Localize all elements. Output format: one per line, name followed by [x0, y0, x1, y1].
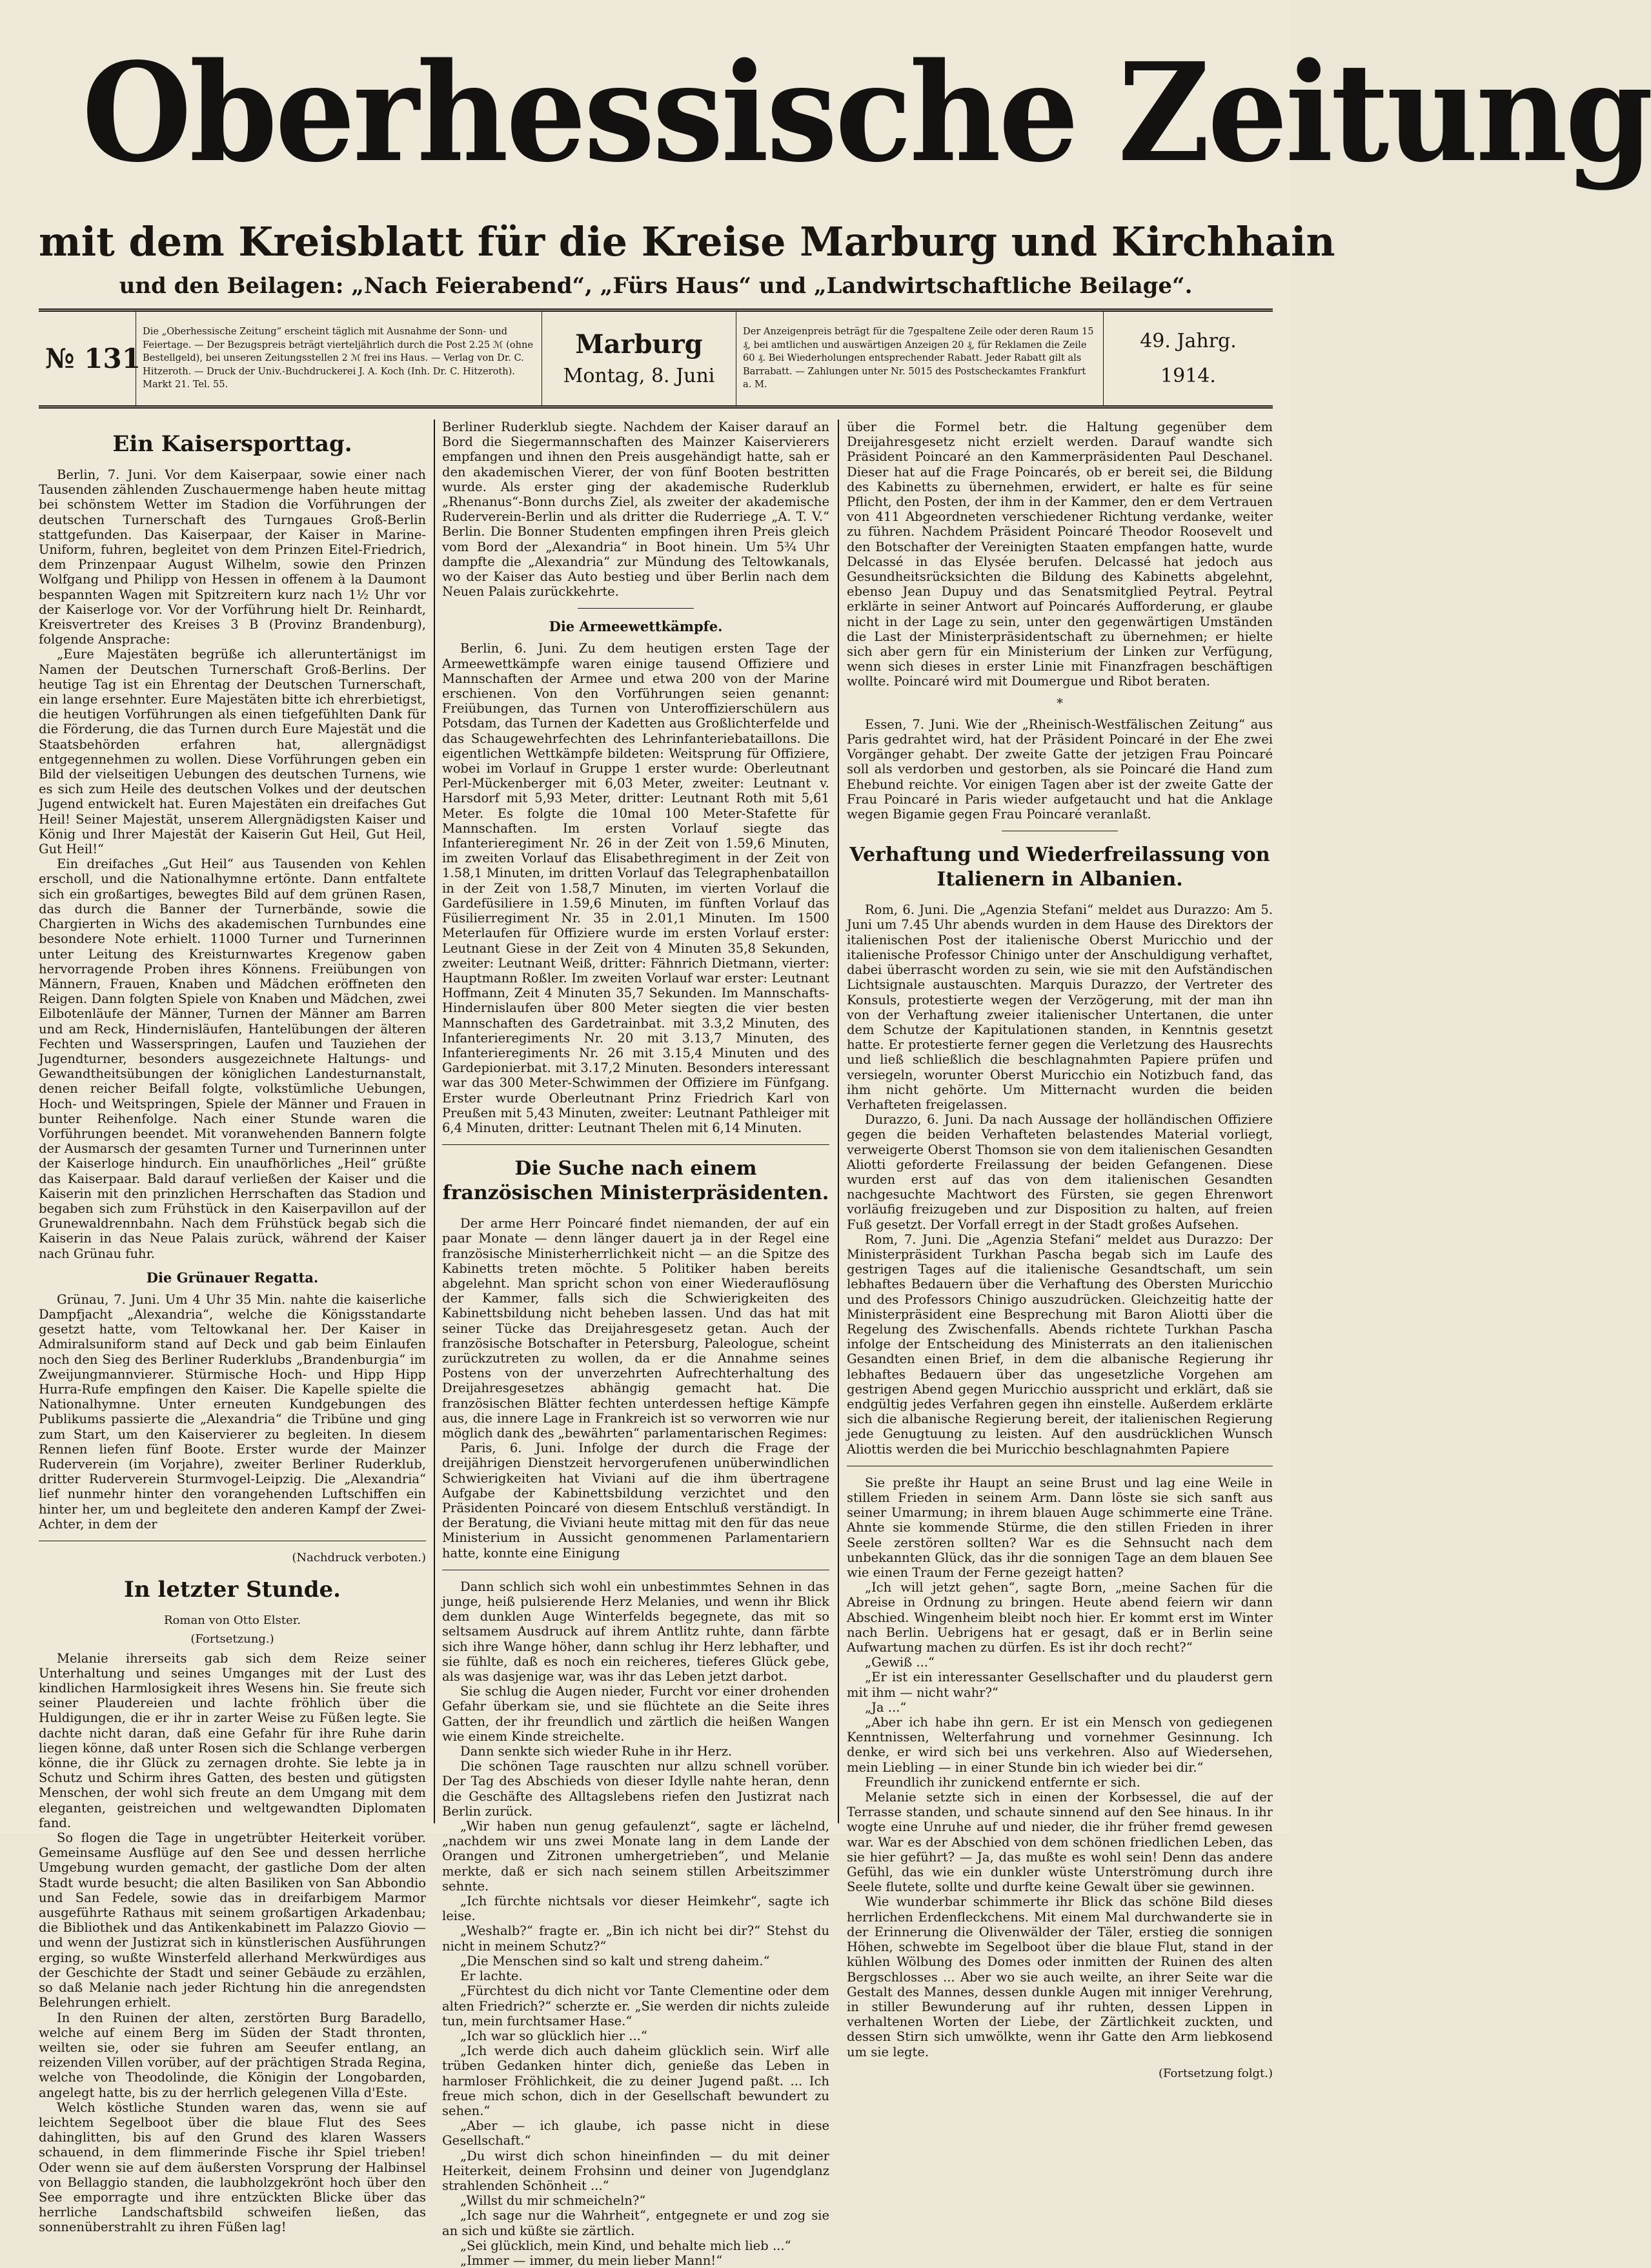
year-label: 1914.: [1160, 364, 1216, 387]
story-paragraph: Freundlich ihr zunickend entfernte er sich.: [865, 1774, 1140, 1790]
story-paragraph: „Wir haben nun genug gefaulenzt“, sagte er lächelnd, „nachdem wir uns zwei Monate lang in dem Lande der Orangen und Zitronen umhergetrieben“, und Melanie merkte, daß er sich nach seinem stillen Arbeitszimmer sehnte.: [442, 1819, 829, 1894]
paragraph-separator: *: [1057, 695, 1063, 711]
column-rule: [434, 420, 435, 1823]
story-paragraph: Er lachte.: [460, 1969, 523, 1984]
story-paragraph: „Aber ich habe ihn gern. Er ist ein Mensch von gediegenen Kenntnissen, Welterfahrung und vornehmer Gesinnung. Ich denke, er wird sich bei uns verkehren. Also auf Wiedersehen, mein Liebling — in einer Stunde bin ich wieder bei dir.“: [847, 1715, 1273, 1775]
story-paragraph: Dann senkte sich wieder Ruhe in ihr Herz.: [460, 1744, 733, 1759]
volume-block: [1104, 312, 1273, 405]
article-paragraph: Paris, 6. Juni. Infolge der durch die Frage der dreijährigen Dienstzeit hervorgerufenen unüberwindlichen Schwierigkeiten hat Viviani auf die ihm übertragene Aufgabe der Kabinettsbildung verzichtet und den Präsidenten Poincaré von diesem Entschluß verständigt. In der Beratung, die Viviani heute mittag mit den für das neue Ministerium in Aussicht genommenen Parlamentariern hatte, konnte eine Einigung: [442, 1441, 829, 1561]
feuilleton-author: Roman von Otto Elster.: [164, 1614, 301, 1628]
column-rule: [838, 420, 839, 1823]
continuation-note: (Fortsetzung folgt.): [1159, 2066, 1273, 2080]
masthead-supplements: und den Beilagen: „Nach Feierabend“, „Fürs Haus“ und „Landwirtschaftliche Beilage“.: [119, 273, 1193, 299]
article-paragraph: In den Ruinen der alten, zerstörten Burg Baradello, welche auf einem Berg im Süden der Stadt thronten, weilten sie, oder sie fuhren am Seeufer entlang, an reizenden Villen vorüber, auf der prächtigen Strada Regina, welche von Theodolinde, die Königin der Longobarden, angelegt hatte, bis zu der herrlich gelegenen Villa d'Este.: [39, 2010, 426, 2100]
story-paragraph: „Immer — immer, du mein lieber Mann!“: [460, 2253, 723, 2268]
story-paragraph: „Ich war so glücklich hier ...“: [460, 2028, 647, 2043]
feuilleton-title: In letzter Stunde.: [123, 1577, 341, 1603]
feuilleton-continuation: (Fortsetzung.): [190, 1632, 274, 1646]
story-paragraph: „Die Menschen sind so kalt und streng daheim.“: [460, 1953, 770, 1969]
section-divider: [578, 608, 694, 609]
story-paragraph: „Ich fürchte nichtsals vor dieser Heimkehr“, sagte ich leise.: [442, 1894, 829, 1924]
article-paragraph: Rom, 6. Juni. Die „Agenzia Stefani“ meldet aus Durazzo: Am 5. Juni um 7.45 Uhr abends wurden in dem Hause des Direktors der italienischen Post der italienische Oberst Muricchio und der italienische Professor Chinigo unter der Anschuldigung verhaftet, dabei überrascht worden zu sein, wie sie mit den Aufständischen Lichtsignale austauschten. Marquis Durazzo, der Vertreter des Konsuls, protestierte wegen der Verzögerung, mit der man ihn von der Verhaftung zweier italienischer Untertanen, die unter dem Schutze der Kapitulationen standen, in Kenntnis gesetzt hatte. Er protestierte ferner gegen die Verletzung des Hausrechts und ließ schließlich die beschlagnahmten Papiere prüfen und versiegeln, worunter Oberst Muricchio ein Notizbuch fand, das ihm nicht gehörte. Um Mitternacht wurden die beiden Verhafteten freigelassen.: [847, 902, 1273, 1112]
volume-label: 49. Jahrg.: [1140, 329, 1237, 352]
story-paragraph: „Gewiß ...“: [865, 1655, 935, 1670]
ad-price-note: Der Anzeigenpreis beträgt für die 7gespaltene Zeile oder deren Raum 15 ₰, bei amtlichen und auswärtigen Anzeigen 20 ₰, für Reklamen die Zeile 60 ₰. Bei Wiederholungen entsprechender Rabatt. Jeder Rabatt gilt als Barrabatt. — Zahlungen unter Nr. 5015 des Postscheckamtes Frankfurt a. M.: [736, 312, 1104, 405]
article-headline: Verhaftung und Wiederfreilassung von Italienern in Albanien.: [849, 844, 1270, 891]
publisher-note: Die „Oberhessische Zeitung“ erscheint täglich mit Ausnahme der Sonn- und Feiertage. — Der Bezugspreis beträgt vierteljährlich durch die Post 2.25 ℳ (ohne Bestellgeld), bei unseren Zeitungsstellen 2 ℳ frei ins Haus. — Verlag von Dr. C. Hitzeroth. — Druck der Univ.-Buchdruckerei J. A. Koch (Inh. Dr. C. Hitzeroth). Markt 21. Tel. 55.: [136, 312, 542, 405]
story-paragraph: „Ich werde dich auch daheim glücklich sein. Wirf alle trüben Gedanken hinter dich, genieße das Leben in harmloser Fröhlichkeit, die zu deiner Jugend paßt. ... Ich freue mich schon, dich in der Gesellschaft bewundert zu sehen.“: [442, 2043, 829, 2118]
story-paragraph: „Er ist ein interessanter Gesellschafter und du plauderst gern mit ihm — nicht wahr?“: [847, 1670, 1273, 1700]
story-paragraph: „Fürchtest du dich nicht vor Tante Clementine oder dem alten Friedrich?“ scherzte er. „Sie werden dir nichts zuleide tun, mein furchtsamer Hase.“: [442, 1983, 829, 2029]
section-divider: [442, 1144, 829, 1145]
issue-number: № 131: [45, 343, 141, 374]
article-paragraph: So flogen die Tage in ungetrübter Heiterkeit vorüber. Gemeinsame Ausflüge auf den See und dessen herrliche Umgebung wurden gemacht, der gastliche Dom der alten Stadt wurde besucht; die alten Basiliken von San Abbondio und San Fedele, sowie das in dreifarbigem Marmor ausgeführte Rathaus mit seinem großartigen Arkadenbau; die Bibliothek und das Antikenkabinett im Palazzo Giovio — und wenn der Justizrat sich in künstlerischen Ausführungen erging, so wußte Winsterfeld allerhand Merkwürdiges aus der Geschichte der Stadt und seiner Gebäude zu erzählen, so daß Melanie nach jeder Richtung hin die anregendsten Belehrungen erhielt.: [39, 1830, 426, 2010]
reprint-note: (Nachdruck verboten.): [292, 1551, 426, 1565]
article-paragraph: über die Formel betr. die Haltung gegenüber dem Dreijahresgesetz nicht erzielt werden. Darauf wandte sich Präsident Poincaré an den Kammerpräsidenten Paul Deschanel. Dieser hat auf die Frage Poincarés, ob er bereit sei, die Bildung des Kabinetts zu übernehmen, erwidert, er halte es für seine Pflicht, den Posten, der ihm in der Kammer, den er dem Vertrauen von 411 Abgeordneten verschiedener Richtung verdanke, weiter zu führen. Nachdem Präsident Poincaré Theodor Roosevelt und den Botschafter der Vereinigten Staaten empfangen hatte, wurde Delcassé in das Elysée berufen. Delcassé hat jedoch aus Gesundheitsrücksichten die Bildung des Kabinetts abgelehnt, ebenso Jean Dupuy und das Senatsmitglied Peytral. Peytral erklärte in seiner Antwort auf Poincarés Aufforderung, er glaube nicht in der Lage zu sein, unter den gegenwärtigen Umständen die Last der Ministerpräsidentschaft zu übernehmen; er hielte sich aber gern für ein Ministerium der Linken zur Verfügung, wenn sich dieses in erster Linie mit Finanzfragen beschäftigen wollte. Poincaré wird mit Doumergue und Ribot beraten.: [847, 420, 1273, 689]
article-paragraph: „Eure Majestäten begrüße ich alleruntertänigst im Namen der Deutschen Turnerschaft Groß-Berlins. Der heutige Tag ist ein Ehrentag der Deutschen Turnerschaft, ein lange ersehnter. Eure Majestäten bitte ich ehrerbietigst, die heutigen Vorführungen als einen tiefgefühlten Dank für die Förderung, die das Turnen durch Eure Majestät und die Staatsbehörden erfahren hat, allergnädigst entgegennehmen zu wollen. Diese Vorführungen geben ein Bild der vielseitigen Uebungen des deutschen Turnens, wie es sich zum Heile des deutschen Volkes und der deutschen Jugend entwickelt hat. Euren Majestäten ein dreifaches Gut Heil! Seiner Majestät, unserem Allergnädigsten Kaiser und König und Ihrer Majestät der Kaiserin Gut Heil, Gut Heil, Gut Heil!“: [39, 647, 426, 857]
story-paragraph: „Du wirst dich schon hineinfinden — du mit deiner Heiterkeit, deinem Frohsinn und deiner von Jugendglanz strahlenden Schönheit ...“: [442, 2148, 829, 2193]
dateline-city: Marburg: [575, 329, 703, 359]
article-headline: Die Suche nach einem französischen Ministerpräsidenten.: [442, 1157, 829, 1205]
info-bar: [39, 309, 1273, 409]
article-paragraph: Berliner Ruderklub siegte. Nachdem der Kaiser darauf an Bord die Siegermannschaften des Mainzer Kaiservierers empfangen und ihnen den Preis ausgehändigt hatte, sah er den akademischen Vierer, der von fünf Booten bestritten wurde. Als erster ging der akademische Ruderklub „Rhenanus“-Bonn durchs Ziel, als zweiter der akademische Ruderverein-Berlin und als dritter die Ruderriege „A. T. V.“ Berlin. Die Bonner Studenten empfingen ihren Preis gleich vom Bord der „Alexandria“ in Boot hinein. Um 5¾ Uhr dampfte die „Alexandria“ zur Mündung des Teltowkanals, wo der Kaiser das Auto bestieg und über Berlin nach dem Neuen Palais zurückkehrte.: [442, 420, 829, 600]
article-paragraph: Berlin, 6. Juni. Zu dem heutigen ersten Tage der Armeewettkämpfe waren einige tausend Offiziere und Mannschaften der Armee und etwa 200 von der Marine erschienen. Von den Vorführungen seien genannt: Freiübungen, das Turnen von Unteroffizierschülern aus Potsdam, das Turnen der Kadetten aus Großlichterfelde und das Schaugewehrfechten des Lehrinfanteriebataillons. Die eigentlichen Wettkämpfe bildeten: Weitsprung für Offiziere, wobei im Vorlauf in Gruppe 1 erster wurde: Oberleutnant Perl-Mückenberger mit 6,03 Meter, zweiter: Leutnant v. Harsdorf mit 5,93 Meter, dritter: Leutnant Roth mit 5,61 Meter. Es folgte die 10mal 100 Meter-Stafette für Mannschaften. Im ersten Vorlauf siegte das Infanterieregiment Nr. 26 in der Zeit von 1.59,6 Minuten, im zweiten Vorlauf das Elisabethregiment in der Zeit von 1.58,1 Minuten, im dritten Vorlauf das Telegraphenbataillon in der Zeit von 1.58,7 Minuten, im vierten Vorlauf die Gardefüsiliere in 1.59,6 Minuten, im fünften Vorlauf das Füsilierregiment Nr. 35 in 2.01,1 Minuten. Im 1500 Meterlaufen für Offiziere wurde im ersten Vorlauf erster: Leutnant Giese in der Zeit von 4 Minuten 35,8 Sekunden, zweiter: Leutnant Weiß, dritter: Fähnrich Dietmann, vierter: Hauptmann Roßler. Im zweiten Vorlauf war erster: Leutnant Hoffmann, Zeit 4 Minuten 35,7 Sekunden. Im Mannschafts-Hindernislaufen über 800 Meter siegten die vier besten Mannschaften des Gardetrainbat. mit 3.3,2 Minuten, des Infanterieregiments Nr. 20 mit 3.13,7 Minuten, des Infanterieregiments Nr. 26 mit 3.15,4 Minuten und des Gardepionierbat. mit 3.17,2 Minuten. Besonders interessant war das 300 Meter-Schwimmen der Offiziere im Fünfgang. Erster wurde Oberleutnant Prinz Friedrich Karl von Preußen mit 5,43 Minuten, zweiter: Leutnant Pathleiger mit 6,4 Minuten, dritter: Leutnant Thelen mit 6,14 Minuten.: [442, 641, 829, 1135]
story-paragraph: „Willst du mir schmeicheln?“: [460, 2193, 646, 2209]
story-paragraph: „Weshalb?“ fragte er. „Bin ich nicht bei dir?“ Stehst du nicht in meinem Schutz?“: [442, 1923, 829, 1954]
story-paragraph: „Ja ...“: [865, 1699, 907, 1715]
story-paragraph: Melanie setzte sich in einen der Korbsessel, die auf der Terrasse standen, und schaute sinnend auf den See hinaus. In ihr wogte eine Unruhe auf und nieder, die ihr früher fremd gewesen war. War es der Abschied von dem schönen friedlichen Leben, das sie hier geführt? — Ja, das mußte es wohl sein! Denn das andere Gefühl, das wie ein dunkler wüste Unterströmung durch ihre Seele flutete, sollte und durfte keine Gewalt über sie gewinnen.: [847, 1790, 1273, 1895]
article-paragraph: Welch köstliche Stunden waren das, wenn sie auf leichtem Segelboot über die blaue Flut des Sees dahinglitten, bis auf den Grund des klaren Wassers schauend, in dem flimmerinde Fische ihr Spiel trieben! Oder wenn sie auf dem äußersten Vorsprung der Halbinsel von Bellaggio standen, die laubholzgekrönt hoch über den See emporragte und ihre entzückten Blicke über das herrliche Landschaftsbild schweifen ließen, das sonnenüberstrahlt zu ihren Füßen lag!: [39, 2100, 426, 2235]
article-paragraph: Essen, 7. Juni. Wie der „Rheinisch-Westfälischen Zeitung“ aus Paris gedrahtet wird, hat der Präsident Poincaré in der Ehe zwei Vorgänger gehabt. Der zweite Gatte der jetzigen Frau Poincaré soll als verdorben und gestorben, als sie Poincaré die Hand zum Ehebund reichte. Vor einigen Tagen aber ist der zweite Gatte der Frau Poincaré in Paris wieder aufgetaucht und hat die Anklage wegen Bigamie gegen Frau Poincaré veranlaßt.: [847, 716, 1273, 822]
masthead-title: Oberhessische Zeitung: [81, 33, 1651, 192]
story-paragraph: „Ich sage nur die Wahrheit“, entgegnete er und zog sie an sich und küßte sie zärtlich.: [442, 2208, 829, 2238]
story-paragraph: „Sei glücklich, mein Kind, und behalte mich lieb ...“: [460, 2238, 791, 2253]
article-headline: Ein Kaisersporttag.: [112, 431, 352, 457]
article-subheading: Die Grünauer Regatta.: [146, 1269, 319, 1286]
story-paragraph: Sie preßte ihr Haupt an seine Brust und lag eine Weile in stillem Frieden in seinem Arm. Dann löste sie sich sanft aus seiner Umarmung; in ihrem blauen Auge schimmerte eine Träne. Ahnte sie kommende Stürme, die den stillen Frieden in ihrer Seele zerstören sollten? War es die Sehnsucht nach dem unbekannten Glück, das ihr die sonnigen Tage an dem blauen See wie einen Traum der Ferne gezeigt hatten?: [847, 1475, 1273, 1581]
story-paragraph: Wie wunderbar schimmerte ihr Blick das schöne Bild dieses herrlichen Erdenfleckchens. Mit einem Mal durchwanderte sie in der Erinnerung die Olivenwälder der Täler, erstieg die sonnigen Höhen, schwebte im Segelboot über die blaue Flut, stand in der kühlen Wölbung des Domes oder inmitten der Ruinen des alten Bergschlosses ... Aber wo sie auch weilte, an ihrer Seite war die Gestalt des Mannes, dessen dunkle Augen mit inniger Verehrung, in stiller Bewunderung auf ihr ruhten, dessen Lippen in verhaltenen Worten der Liebe, der Zärtlichkeit zuckten, und dessen Stirn sich umwölkte, wenn ihr Gatte den Arm liebkosend um sie legte.: [847, 1894, 1273, 2060]
dateline-date: Montag, 8. Juni: [563, 364, 715, 387]
story-paragraph: „Ich will jetzt gehen“, sagte Born, „meine Sachen für die Abreise in Ordnung zu bringen. Heute abend feiern wir dann Abschied. Wingenheim bleibt noch hier. Er kommt erst im Winter nach Berlin. Uebrigens hat er gesagt, daß er in Berlin seine Aufwartung machen zu dürfen. Es ist ihr doch recht?“: [847, 1580, 1273, 1655]
article-paragraph: Durazzo, 6. Juni. Da nach Aussage der holländischen Offiziere gegen die beiden Verhafteten belastendes Material vorliegt, verweigerte Oberst Thomson sie von dem italienischen Gesandten Aliotti geforderte Freilassung der beiden Gefangenen. Diese wurden erst auf das von dem italienischen Gesandten nachgesuchte Machtwort des Fürsten, sie gegen Ehrenwort vorläufig freizugeben und zur Disposition zu halten, auf freien Fuß gesetzt. Der Vorfall erregt in der Stadt großes Aufsehen.: [847, 1112, 1273, 1232]
story-paragraph: Die schönen Tage rauschten nur allzu schnell vorüber. Der Tag des Abschieds von dieser Idylle nahte heran, denn die Geschäfte des Alltagslebens riefen den Justizrat nach Berlin zurück.: [442, 1759, 829, 1819]
article-paragraph: Grünau, 7. Juni. Um 4 Uhr 35 Min. nahte die kaiserliche Dampfjacht „Alexandria“, welche die Königsstandarte gesetzt hatte, vom Teltowkanal her. Der Kaiser in Admiralsuniform stand auf Deck und gab beim Einlaufen noch den Sieg des Berliner Ruderklubs „Brandenburgia“ im Zweijungmannvierer. Stürmische Hoch- und Hipp Hipp Hurra-Rufe empfingen den Kaiser. Die Kapelle spielte die Nationalhymne. Unter erneuten Kundgebungen des Publikums passierte die „Alexandria“ die Tribüne und ging zum Start, um den Kaiservierer zu begleiten. In diesem Rennen liefen fünf Boote. Erster wurde der Mainzer Ruderverein (im Vorjahre), zweiter Berliner Ruderklub, dritter Ruderverein Sturmvogel-Leipzig. Die „Alexandria“ lief nunmehr hinter den vorangehenden Luftschiffen ein hinter her, um und begleitete den anderen Kampf der Zwei-Achter, in dem der: [39, 1291, 426, 1532]
column-3: [847, 420, 1273, 2080]
masthead-subtitle: mit dem Kreisblatt für die Kreise Marburg und Kirchhain: [39, 218, 1335, 265]
column-2: [442, 420, 829, 2268]
story-paragraph: Sie schlug die Augen nieder, Furcht vor einer drohenden Gefahr überkam sie, und sie flüchtete an die Seite ihres Gatten, der ihr freundlich und zärtlich die heißen Wangen wie einem Kinde streichelte.: [442, 1684, 829, 1744]
story-paragraph: Dann schlich sich wohl ein unbestimmtes Sehnen in das junge, heiß pulsierende Herz Melanies, und wenn ihr Blick dem dunklen Auge Winterfelds begegnete, das mit so seltsamem Ausdruck auf ihrem Antlitz ruhte, dann färbte sich ihre Wange höher, dann schlug ihr Herz lebhafter, und sie fühlte, daß es noch ein reicheres, tieferes Glück gebe, als was dasjenige war, was ihr das Leben jetzt darbot.: [442, 1579, 829, 1685]
article-paragraph: Ein dreifaches „Gut Heil“ aus Tausenden von Kehlen erscholl, und die Nationalhymne ertönte. Dann entfaltete sich ein großartiges, bewegtes Bild auf dem grünen Rasen, das durch die Banner der Turnerbände, sowie die Chargierten in Wichs des akademischen Turnbundes eine besondere Note erhielt. 11000 Turner und Turnerinnen unter Leitung des Kreisturnwartes Kregenow gaben hervorragende Proben ihres Könnens. Freiübungen von Männern, Frauen, Knaben und Mädchen eröffneten den Reigen. Dann folgten Spiele von Knaben und Mädchen, zwei Eilbotenläufe der Männer, Turnen der Männer am Barren und am Reck, Hindernisläufen, Hantelübungen der älteren Fechten und Wasserspringen, Laufen und Tauziehen der Jugendturner, besonders ausgezeichnete Haltungs- und Gewandtheitsübungen der königlichen Landesturnanstalt, denen reicher Beifall folgte, volkstümliche Uebungen, Hoch- und Weitspringen, Spiele der Männer und Frauen in bunter Reihenfolge. Nach einer Stunde waren die Vorführungen beendet. Mit voranwehenden Bannern folgte der Ausmarsch der gesamten Turner und Turnerinnen unter der Kaiserloge hindurch. Ein unaufhörliches „Heil“ grüßte das Kaiserpaar. Bald darauf verließen der Kaiser und die Kaiserin mit den prinzlichen Herrschaften das Stadion und begaben sich zum Frühstück in den Kaiserpavillon auf der Grunewaldrennbahn. Nach dem Frühstück begab sich die Kaiserin in das Neue Palais zurück, während der Kaiser nach Grünau fuhr.: [39, 856, 426, 1261]
column-1: [39, 420, 426, 2235]
article-subheading: Die Armeewettkämpfe.: [549, 618, 723, 635]
article-paragraph: Rom, 7. Juni. Die „Agenzia Stefani“ meldet aus Durazzo: Der Ministerpräsident Turkhan Pascha begab sich im Laufe des gestrigen Tages auf die italienische Gesandtschaft, um sein lebhaftes Bedauern über die Verhaftung des Obersten Muricchio und des Professors Chinigo auszudrücken. Gleichzeitig hatte der Ministerpräsident eine Besprechung mit Baron Aliotti über die Regelung des Zwischenfalls. Abends richtete Turkhan Pascha infolge der Entscheidung des Ministerrats an den italienischen Gesandten einen Brief, in dem die albanische Regierung ihr lebhaftes Bedauern über das ungesetzliche Vorgehen am gestrigen Abend gegen Muricchio ausspricht und erklärt, daß sie endgültig jedes Verfahren gegen ihn einstelle. Außerdem erklärte sich die albanische Regierung bereit, der italienischen Regierung jede Genugtuung zu leisten. Auf den ausdrücklichen Wunsch Aliottis werden die bei Muricchio beschlagnahmten Papiere: [847, 1231, 1273, 1457]
story-paragraph: „Aber — ich glaube, ich passe nicht in diese Gesellschaft.“: [442, 2118, 829, 2149]
article-paragraph: Berlin, 7. Juni. Vor dem Kaiserpaar, sowie einer nach Tausenden zählenden Zuschauermenge haben heute mittag bei schönstem Wetter im Stadion die Vorführungen der deutschen Turnerschaft des Turngaues Groß-Berlin stattgefunden. Das Kaiserpaar, der Kaiser in Marine-Uniform, fuhren, begleitet von dem Prinzen Eitel-Friedrich, dem Prinzenpaar August Wilhelm, sowie den Prinzen Wolfgang und Philipp von Hessen in offenem à la Daumont bespannten Wagen mit Spitzreitern kurz nach 1½ Uhr vor der Kaiserloge vor. Vor der Vorführung hielt Dr. Reinhardt, Kreisvertreter des Kreises 3 B (Provinz Brandenburg), folgende Ansprache:: [39, 467, 426, 647]
dateline-block: [542, 312, 736, 405]
article-paragraph: Der arme Herr Poincaré findet niemanden, der auf ein paar Monate — denn länger dauert ja in der Regel eine französische Ministerherrlichkeit nicht — an die Spitze des Kabinetts treten möchte. 5 Politiker haben bereits abgelehnt. Man spricht schon von einer Wiederauflösung der Kammer, falls sich die Schwierigkeiten des Kabinettsbildung nicht beheben lassen. Und das hat mit seiner Tücke das Dreijahresgesetz getan. Auch der französische Botschafter in Petersburg, Paleologue, scheint zurückzutreten zu wollen, da er die Annahme seines Postens von der unverzehrten Aufrechterhaltung des Dreijahresgesetzes abhängig gemacht hat. Die französischen Blätter fechten unterdessen heftige Kämpfe aus, die innere Lage in Frankreich ist so verworren wie nur möglich dank des „bewährten“ parlamentarischen Regimes:: [442, 1216, 829, 1441]
article-paragraph: Melanie ihrerseits gab sich dem Reize seiner Unterhaltung und seines Umganges mit der Lust des kindlichen Harmlosigkeit ihres Wesens hin. Sie freute sich seiner Plaudereien und lachte fröhlich über die Huldigungen, die er ihr in zarter Weise zu Füßen legte. Sie dachte nicht daran, daß eine Gefahr für ihre Ruhe darin liegen könne, daß unter Rosen sich die Schlange verbergen könne, die ihr Glück zu zernagen drohte. Sie lebte ja in Schutz und Schirm ihres Gatten, des besten und gütigsten Menschen, der wohl sich freute an dem Umgang mit dem eleganten, geistreichen und weltgewandten Diplomaten fand.: [39, 1650, 426, 1830]
